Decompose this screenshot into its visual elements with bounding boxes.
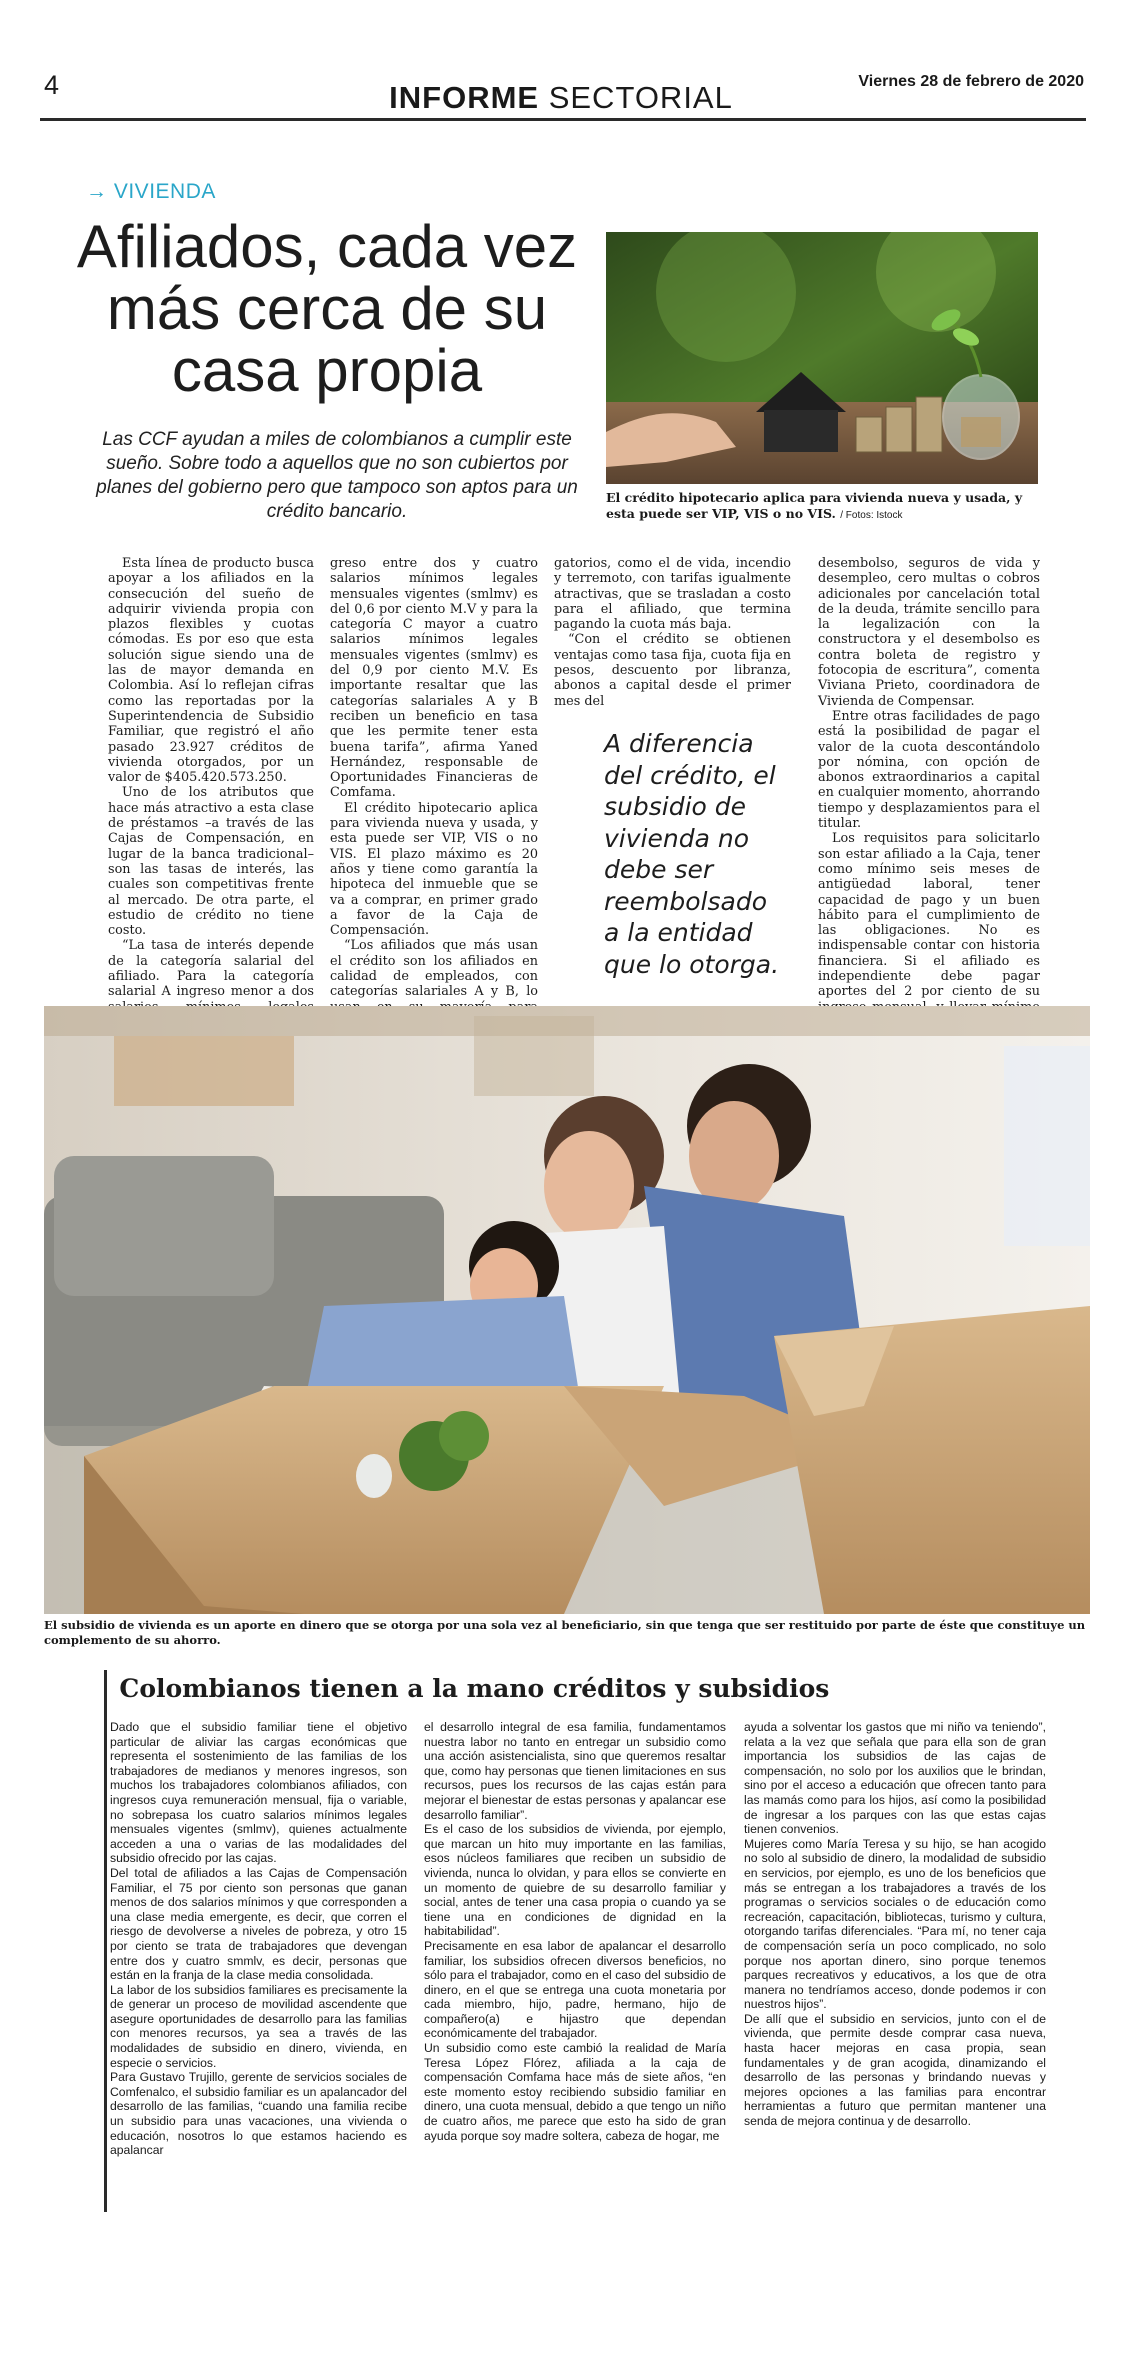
photo-house-coins-illustration (606, 232, 1038, 484)
paragraph: Uno de los atributos que hace más atractivo a esta clase de préstamos –a través de las Cajas de Compensación, en lugar de la banca tradicional– son las tasas de interés, las cuales son competitivas frente al mercado. De otra parte, el estudio de crédito no tiene costo. (108, 785, 314, 939)
paragraph: “Con el crédito se obtienen ventajas como tasa fija, cuota fija en pesos, descuento por libranza, abonos a capital desde el primer mes del (554, 632, 791, 709)
paragraph: Mujeres como María Teresa y su hijo, se han acogido no solo al subsidio de dinero, la modalidad de subsidio en servicios, por ejemplo, es uno de los beneficios que más se entregan a los trabajadores a través de los programas o servicios sociales o de educación como recreación, capacitación, bibliotecas, turismo y cultura, otorgando tarifas diferenciales. “Para mí, no tener caja de compensación sería un poco complicado, no solo porque nos aportan dinero, sino porque tenemos parques recreativos y educativos, a los que de otra manera no tendríamos acceso, donde podemos ir con nuestros hijos”. (744, 1836, 1046, 2012)
header-rule (40, 118, 1086, 121)
photo1-caption (606, 490, 1046, 524)
pull-quote: A diferencia del crédito, el subsidio de vivienda no debe ser reembolsado a la entidad que lo otorga. (604, 729, 780, 979)
deck: Las CCF ayudan a miles de colombianos a cumplir este sueño. Sobre todo a aquellos que no son cubiertos por planes del gobierno pero que tampoco son aptos para un crédito bancario. (96, 429, 578, 522)
photo2-caption: El subsidio de vivienda es un aporte en dinero que se otorga por una sola vez al beneficiario, sin que tenga que ser restituido por parte de éste que constituye un complemento de su ahorro. (44, 1618, 1086, 1647)
box-column-1 (104, 1720, 407, 2158)
paragraph: La labor de los subsidios familiares es precisamente la de generar un proceso de movilidad ascendente que asegure oportunidades de desarrollo para las familias con menores recursos, ya sea a través de las modalidades de subsidio en dinero, vivienda, en especie o servicios. (110, 1982, 407, 2070)
photo-family-moving-boxes (44, 1006, 1090, 1614)
paragraph: “Los afiliados que más usan el crédito son los afiliados en calidad de empleados, con categorías salariales A y B, lo (330, 938, 538, 1000)
paragraph: Dado que el subsidio familiar tiene el objetivo particular de aliviar las cargas económicas que representa el sostenimiento de las familias de los trabajadores de medianos y menores ingresos, son muchos los trabajadores colombianos afiliados, con ingresos cuya remuneración mensual, fija o variable, no sobrepasa los cuatro salarios mínimos legales mensuales vigentes (smlmv), quienes actualmente acceden a una o varias de las modalidades del subsidio ofrecido por las cajas. (110, 1720, 407, 1866)
arrow-icon: → (86, 180, 108, 203)
section-header-light: SECTORIAL (548, 80, 733, 115)
paragraph: Los requisitos para solicitarlo son estar afiliado a la Caja, tener como mínimo seis meses de antigüedad laboral, tener capacidad de pago y un buen hábito para el cumplimiento de las obligaciones. No es indispensable contar con historia financiera. Si el afiliado es independiente debe pagar aportes del 2 por ciento de su (818, 831, 1040, 1000)
article-column-4 (818, 556, 1040, 1046)
paragraph: Del total de afiliados a las Cajas de Compensación Familiar, el 75 por ciento son personas que ganan menos de dos salarios mínimos y que corresponden a una clase media emergente, es decir, que corren el riesgo de devolverse a niveles de pobreza, y otro 15 por ciento se trata de trabajadores que devengan entre dos y cuatro smmlv, es decir, personas que están en la franja de la clase media consolidada. (110, 1865, 407, 1983)
paragraph: ayuda a solventar los gastos que mi niño va teniendo”, relata a la vez que señala que para ella son de gran importancia los subsidios de las cajas de compensación, no solo por los auxilios que le brindan, sino por el acceso a educación que ofrecen tanto para las mamás como para los hijos, así como la posibilidad de ingresar a los parques con las que estas cajas tienen convenios. (744, 1720, 1046, 1837)
paragraph: De allí que el subsidio en servicios, junto con el de vivienda, que permite desde comprar casa nueva, hasta hacer mejoras en casa propia, sean fundamentales y de gran acogida, dinamizando el desarrollo de las personas y brindando nuevas y mejores opciones a las familias para encontrar herramientas a futuro que permitan mantener una senda de mejora continua y de desarrollo. (744, 2011, 1046, 2129)
photo-house-coins (606, 232, 1038, 484)
kicker-label: VIVIENDA (113, 180, 216, 203)
box-column-2 (424, 1720, 726, 2143)
paragraph: gatorios, como el de vida, incendio y terremoto, con tarifas igualmente atractivas, que se trasladan a costo para el afiliado, que termina pagando la cuota más baja. (554, 556, 791, 633)
headline: Afiliados, cada vez más cerca de su casa propia (76, 213, 578, 404)
photo-credit: / Fotos: Istock (840, 510, 903, 521)
paragraph: el desarrollo integral de esa familia, fundamentamos nuestra labor no tanto en entregar un subsidio como una acción asistencialista, sino que queremos resaltar que, como hay personas que tienen limitaciones en sus recursos, pues los recursos de las cajas están para mejorar el bienestar de estas personas y apalancar ese desarrollo familiar”. (424, 1720, 726, 1822)
article-column-1 (108, 556, 314, 1076)
box-title-text: Colombianos tienen a la mano créditos y subsidios (119, 1674, 830, 1703)
paragraph: Entre otras facilidades de pago está la posibilidad de pagar el valor de la cuota descontándolo por nómina, con opción de abonos extraordinarios a capital en cualquier momento, ahorrando tiempo y desplazamientos para el titular. (818, 708, 1040, 832)
photo1-caption-text: El crédito hipotecario aplica para vivienda nueva y usada, y esta puede ser VIP, VIS o no VIS. (606, 490, 1023, 521)
paragraph: greso entre dos y cuatro salarios mínimos legales mensuales vigentes (smlmv) es del 0,6 por ciento M.V y para la categoría C mayor a cuatro salarios mínimos legales mensuales vigentes (smlmv) es del 0,9 por ciento M.V. Es importante resaltar que las categorías salariales A y B reciben un beneficio en tasa que les permite tener esta buena tarifa”, afirma Yaned Hernández, responsable de Oportunidades Financieras de Comfama. (330, 556, 538, 801)
paragraph: “La tasa de interés depende de la categoría salarial del afiliado. Para la categoría salarial A ingreso menor a dos (108, 938, 314, 1000)
article-column-3 (554, 556, 791, 709)
box-title (104, 1674, 1044, 1703)
section-header-bold: INFORME (389, 80, 540, 115)
issue-date: Viernes 28 de febrero de 2020 (858, 73, 1084, 90)
paragraph: Un subsidio como este cambió la realidad de María Teresa López Flórez, afiliada a la caja de compensación Comfama hace más de siete años, “en este momento estoy recibiendo subsidio familiar en dinero, una cuota mensual, debido a que tengo un niño de cuatro años, me parece que esto ha sido de gran ayuda porque soy madre soltera, cabeza de hogar, me (424, 2041, 726, 2143)
paragraph: desembolso, seguros de vida y desempleo, cero multas o cobros adicionales por cancelación total de la deuda, trámite sencillo para la legalización con la constructora y el desembolso es contra boleta de registro y fotocopia de escritura”, comenta Viviana Prieto, coordinadora de Vivienda de Compensar. (818, 556, 1040, 709)
box-column-3 (744, 1720, 1046, 2129)
kicker (86, 180, 216, 204)
paragraph: Precisamente en esa labor de apalancar el desarrollo familiar, los subsidios ofrecen diversos beneficios, no sólo para el trabajador, como en el caso del subsidio de dinero, en el que se entrega una cuota monetaria por cada miembro, hijo, padre, hermano, hijo de compañero(a) e hijastro que dependan económicamente del trabajador. (424, 1938, 726, 2041)
paragraph: Para Gustavo Trujillo, gerente de servicios sociales de Comfenalco, el subsidio familiar es un apalancador del desarrollo de las familias, “cuando una familia recibe un subsidio para unas vacaciones, una vivienda o educación, nosotros lo que estamos haciendo es apalancar (110, 2070, 407, 2158)
paragraph: Es el caso de los subsidios de vivienda, por ejemplo, que marcan un hito muy importante en las familias, esos núcleos familiares que reciben un subsidio de vivienda, nunca lo olvidan, y para ellos se convierte en un momento de quiebre de su desarrollo familiar y social, antes de tener una casa propia o cuando ya se tiene una en condiciones de dignidad en la habitabilidad”. (424, 1822, 726, 1939)
paragraph: El crédito hipotecario aplica para vivienda nueva y usada, y esta puede ser VIP, VIS o no VIS. El plazo máximo es 20 años y tiene como garantía la hipoteca del inmueble que se va a comprar, en primer grado a favor de la Caja de Compensación. (330, 800, 538, 939)
paragraph: Esta línea de producto busca apoyar a los afiliados en la consecución del sueño de adquirir vivienda propia con plazos flexibles y cuotas cómodas. Es por eso que esta solución sigue siendo una de las de mayor demanda en Colombia. Así lo reflejan cifras como las reportadas por la Superintendencia de Subsidio Familiar, que registró el año pasado 23.927 créditos de vivienda otorgados, por un valor de $405.420.573.250. (108, 556, 314, 786)
photo-family-illustration (44, 1006, 1090, 1614)
page-number: 4 (44, 70, 60, 100)
